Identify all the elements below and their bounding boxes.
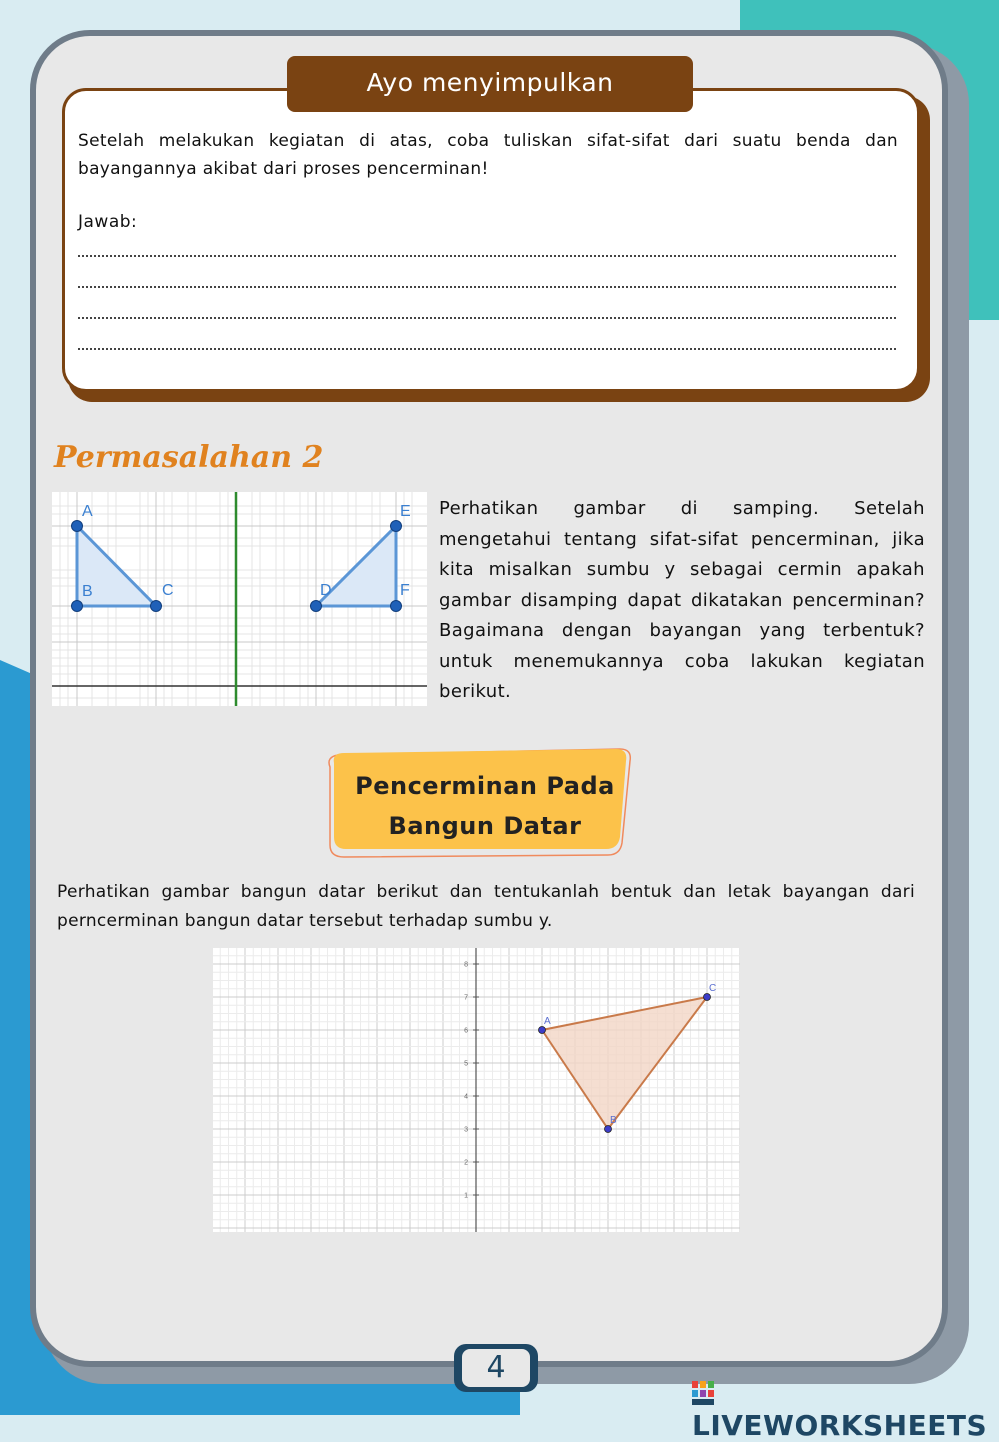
page-number: 4 bbox=[462, 1349, 530, 1387]
conclusion-prompt: Setelah melakukan kegiatan di atas, coba tuliskan sifat-sifat dari suatu benda dan bayangannya akibat dari proses pencerminan! bbox=[78, 131, 898, 179]
y-tick-label: 2 bbox=[464, 1159, 468, 1167]
problem-text: Perhatikan gambar di samping. Setelah mengetahui tentang sifat-sifat pencerminan, jika kita misalkan sumbu y sebagai cermin apakah gambar disamping dapat dikatakan pencerminan? Bagaimana dengan bayangan yang terbentuk? untuk menemukannya coba lakukan kegiatan berikut. bbox=[439, 498, 925, 702]
label-E: E bbox=[400, 503, 411, 520]
y-tick-label: 7 bbox=[464, 994, 468, 1002]
section-title-line-2: Bangun Datar bbox=[388, 812, 582, 840]
point-label-C: C bbox=[709, 983, 717, 994]
point-C bbox=[704, 994, 711, 1001]
point-A bbox=[539, 1027, 546, 1034]
answer-label: Jawab: bbox=[78, 212, 138, 232]
y-tick-label: 6 bbox=[464, 1027, 468, 1035]
answer-line-4[interactable] bbox=[78, 348, 896, 350]
triangle-chart bbox=[213, 948, 740, 1232]
label-A: A bbox=[82, 503, 93, 520]
y-tick-label: 1 bbox=[464, 1192, 468, 1200]
label-B: B bbox=[82, 583, 93, 600]
point-label-A: A bbox=[544, 1016, 551, 1027]
answer-line-3[interactable] bbox=[78, 317, 896, 319]
label-D: D bbox=[320, 582, 332, 599]
liveworksheets-branding bbox=[692, 1376, 999, 1442]
conclusion-title: Ayo menyimpulkan bbox=[287, 56, 693, 112]
reflection-figure bbox=[52, 492, 427, 706]
point-label-B: B bbox=[610, 1115, 617, 1126]
y-tick-label: 4 bbox=[464, 1093, 468, 1101]
branding-text: LIVEWORKSHEETS bbox=[692, 1409, 988, 1442]
y-tick-label: 3 bbox=[464, 1126, 468, 1134]
problem-title: Permasalahan 2 bbox=[54, 440, 324, 475]
section-title-line-1: Pencerminan Pada bbox=[355, 772, 615, 800]
section-title bbox=[330, 766, 640, 846]
label-C: C bbox=[162, 582, 174, 599]
point-B bbox=[605, 1126, 612, 1133]
y-tick-label: 8 bbox=[464, 961, 468, 969]
y-tick-label: 5 bbox=[464, 1060, 468, 1068]
liveworksheets-logo-icon bbox=[692, 1381, 714, 1405]
answer-line-2[interactable] bbox=[78, 286, 896, 288]
answer-line-1[interactable] bbox=[78, 255, 896, 257]
label-F: F bbox=[400, 582, 410, 599]
instruction-text: Perhatikan gambar bangun datar berikut dan tentukanlah bentuk dan letak bayangan dari perncerminan bangun datar tersebut terhadap sumbu y. bbox=[57, 882, 915, 931]
